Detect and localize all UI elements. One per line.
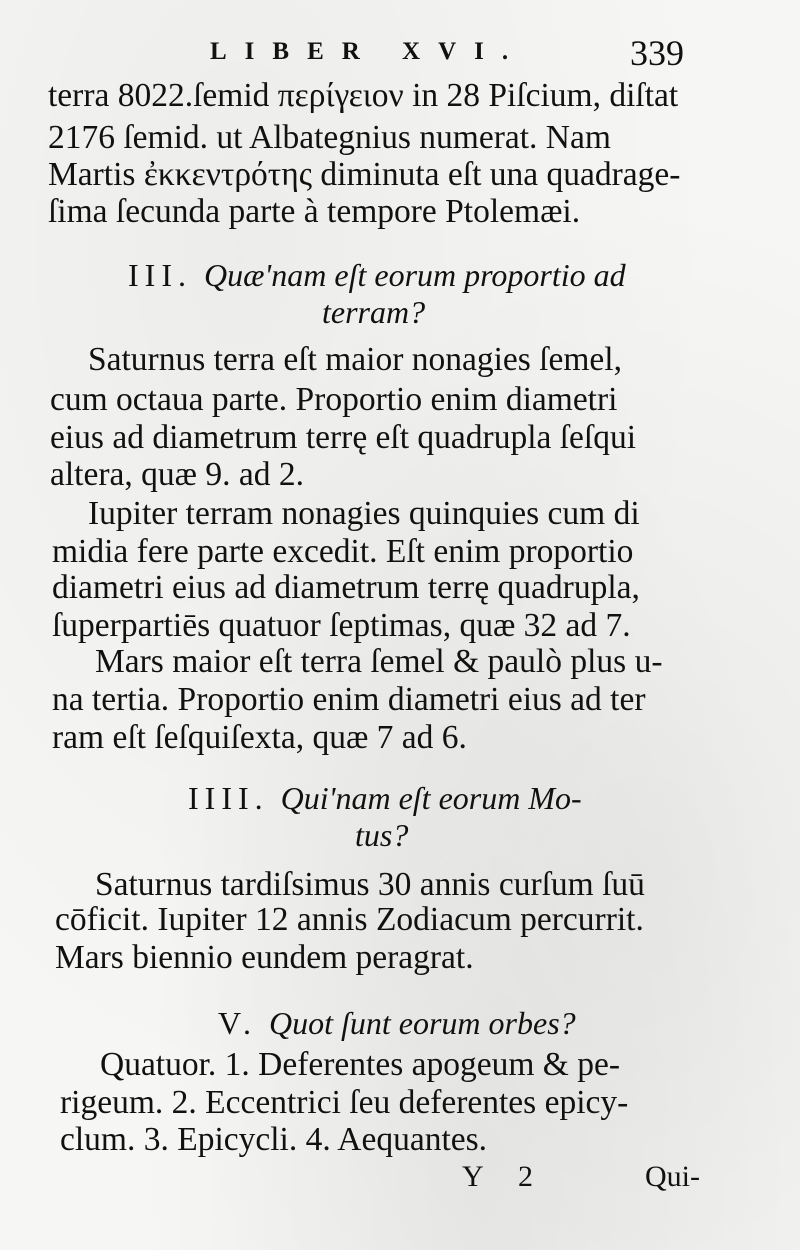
catchword: Qui- bbox=[645, 1160, 700, 1193]
text-line: clum. 3. Epicycli. 4. Aequantes. bbox=[60, 1121, 488, 1158]
text-line: eius ad diametrum terrę eſt quadrupla ſeſqui bbox=[50, 419, 637, 456]
text-line: Quatuor. 1. Deferentes apogeum & pe- bbox=[100, 1046, 621, 1083]
text-line: ſuperpartiēs quatuor ſeptimas, quæ 32 ad 7. bbox=[52, 607, 631, 644]
question-text-continuation bbox=[355, 815, 408, 855]
text-line: ſima ſecunda parte à tempore Ptolemæi. bbox=[48, 193, 581, 230]
text-line: cum octaua parte. Proportio enim diametri bbox=[50, 381, 618, 418]
text-line: na tertia. Proportio enim diametri eius ad ter bbox=[52, 681, 646, 718]
question-text: Quæ'nam eſt eorum proportio ad bbox=[203, 257, 626, 293]
question-text: Qui'nam eſt eorum Mo- bbox=[280, 780, 582, 816]
question-text: Quot ſunt eorum orbes? bbox=[268, 1005, 576, 1041]
text-line: Iupiter terram nonagies quinquies cum di bbox=[88, 495, 640, 532]
text-line: Saturnus tardiſsimus 30 annis curſum ſuū bbox=[95, 866, 645, 903]
text-line: diametri eius ad diametrum terrę quadrupla, bbox=[52, 569, 640, 606]
question-number: V. bbox=[218, 1005, 257, 1041]
page-number: 339 bbox=[630, 33, 684, 73]
text-line: altera, quæ 9. ad 2. bbox=[50, 456, 304, 493]
question-text-continuation bbox=[322, 292, 425, 332]
text-line: midia fere parte excedit. Eſt enim proportio bbox=[52, 533, 634, 570]
question-text: tus? bbox=[355, 817, 409, 853]
question-number: IIII. bbox=[188, 780, 269, 816]
question-number: III. bbox=[128, 257, 192, 293]
running-title: LIBER XVI. bbox=[210, 38, 527, 65]
question-heading bbox=[188, 778, 582, 818]
question-text: terram? bbox=[322, 294, 426, 330]
text-line: ram eſt ſeſquiſexta, quæ 7 ad 6. bbox=[52, 719, 467, 756]
text-line: Saturnus terra eſt maior nonagies ſemel, bbox=[88, 341, 622, 378]
page-header bbox=[0, 30, 800, 80]
text-line: Martis ἐκκεντρότης diminuta eſt una quadrage- bbox=[48, 156, 681, 193]
signature-mark: Y 2 bbox=[462, 1160, 548, 1193]
text-line: cōficit. Iupiter 12 annis Zodiacum percurrit. bbox=[55, 901, 644, 938]
text-line: Mars biennio eundem peragrat. bbox=[55, 939, 474, 976]
text-line: terra 8022.ſemid περίγειον in 28 Piſcium, diſtat bbox=[48, 77, 679, 114]
text-line: rigeum. 2. Eccentrici ſeu deferentes epicy- bbox=[60, 1084, 629, 1121]
text-line: 2176 ſemid. ut Albategnius numerat. Nam bbox=[48, 119, 611, 156]
question-heading bbox=[218, 1003, 576, 1043]
text-line: Mars maior eſt terra ſemel & paulò plus u- bbox=[95, 643, 663, 680]
question-heading bbox=[128, 255, 626, 295]
